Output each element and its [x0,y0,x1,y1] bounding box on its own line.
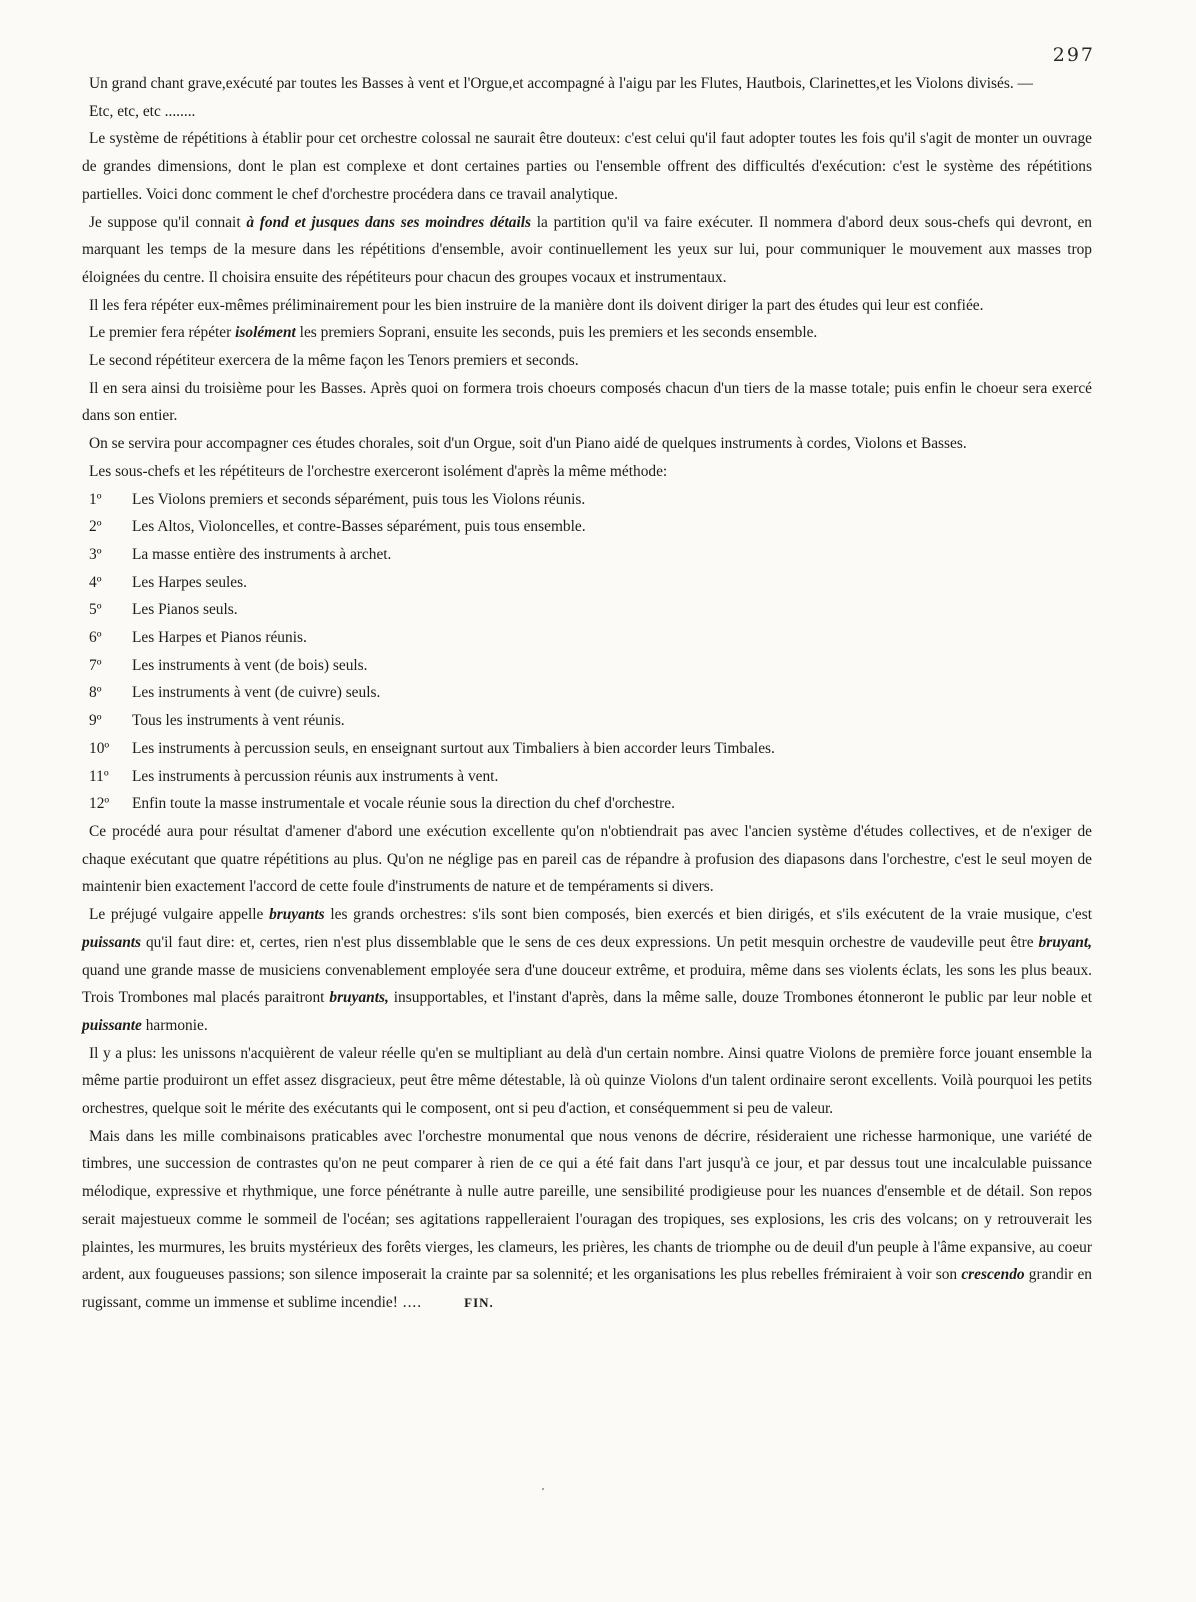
step-text: Les instruments à vent (de bois) seuls. [132,656,368,674]
intro-paragraph: Un grand chant grave,exécuté par toutes les Basses à vent et l'Orgue,et accompagné à l'aigu par les Flutes, Hautbois, Clarinettes,et les Violons divisés. — [89,75,1033,92]
step-number: 3º [89,545,102,563]
list-item [89,679,1092,707]
step-number: 1º [89,490,102,508]
souschefs-paragraph: Les sous-chefs et les répétiteurs de l'orchestre exerceront isolément d'après la même méthode: [89,462,668,480]
procede-paragraph: Ce procédé aura pour résultat d'amener d'abord une exécution excellente qu'on n'obtiendrait pas avec l'ancien système d'études collectives, et de n'exiger de chaque exécutant que quatre répétitions au plus. Qu'on ne néglige pas en pareil cas de répandre à profusion des diapasons dans l'orchestre, c'est le seul moyen de maintenir bien exactement l'accord de cette foule d'instruments de nature et de tempéraments si divers. [82,822,1092,896]
step-text: Les Altos, Violoncelles, et contre-Basses séparément, puis tous ensemble. [132,518,586,536]
step-number: 8º [89,684,102,702]
troisieme-paragraph: Il en sera ainsi du troisième pour les Basses. Après quoi on formera trois choeurs composés chacun d'un tiers de la masse totale; puis enfin le choeur sera exercé dans son entier. [82,379,1092,425]
emphasis: puissante [82,1016,142,1034]
list-item [89,763,1092,791]
step-text: Les instruments à percussion réunis aux instruments à vent. [132,767,499,785]
list-item [89,541,1092,569]
step-text: Les instruments à vent (de cuivre) seuls. [132,684,381,702]
ellipsis: .... [397,1293,423,1311]
list-item [89,652,1092,680]
second-paragraph: Le second répétiteur exercera de la même façon les Tenors premiers et seconds. [89,352,579,370]
step-text: Les Pianos seuls. [132,601,238,619]
list-item [89,790,1092,818]
emphasis: bruyants [269,906,325,924]
step-text: Les Harpes seules. [132,573,247,591]
list-item [89,596,1092,624]
emphasis: à fond et jusques dans ses moindres détails [246,213,532,231]
emphasis: bruyant, [1038,933,1092,951]
page-number: 297 [1052,44,1095,66]
list-item [89,569,1092,597]
etc-line: Etc, etc, etc ........ [89,102,196,120]
step-text: Les Violons premiers et seconds séparément, puis tous les Violons réunis. [132,490,586,508]
page-body [82,70,1092,1317]
emphasis: isolément [235,324,296,342]
step-text: Les Harpes et Pianos réunis. [132,629,307,647]
step-number: 9º [89,712,102,730]
step-number: 2º [89,518,102,536]
fin-mark: FIN. [464,1294,494,1310]
step-text: Enfin toute la masse instrumentale et vocale réunie sous la direction du chef d'orchestre. [132,795,675,813]
step-number: 11º [89,767,109,785]
step-number: 4º [89,573,102,591]
step-text: Les instruments à percussion seuls, en enseignant surtout aux Timbaliers à bien accorder leurs Timbales. [132,739,775,757]
rehearsal-steps-list [82,486,1092,818]
plus-paragraph: Il y a plus: les unissons n'acquièrent de valeur réelle qu'en se multipliant au delà d'un certain nombre. Ainsi quatre Violons de première force jouant ensemble la même partie produiront un effet assez disgracieux, peut être même détestable, là où quinze Violons d'un talent ordinaire seront excellents. Voilà pourquoi les petits orchestres, quelque soit le mérite des exécutants qui le composent, ont si peu d'action, et conséquemment si peu de valeur. [82,1044,1092,1118]
suppose-paragraph: Je suppose qu'il connait à fond et jusques dans ses moindres détails la partition qu'il va faire exécuter. Il nommera d'abord deux sous-chefs qui devront, en marquant les temps de la mesure dans les répétitions d'ensemble, avoir continuellement les yeux sur lui, pour communiquer le mouvement aux masses trop éloignées du centre. Il choisira ensuite des répétiteurs pour chacun des groupes vocaux et instrumentaux. [82,213,1092,286]
system-paragraph: Le système de répétitions à établir pour cet orchestre colossal ne saurait être douteux: c'est celui qu'il faut adopter toutes les fois qu'il s'agit de monter un ouvrage de grandes dimensions, dont le plan est complexe et dont certaines parties ou l'ensemble offrent des difficultés d'exécution: c'est le système des répétitions partielles. Voici donc comment le chef d'orchestre procédera dans ce travail analytique. [82,130,1092,203]
ink-speck [542,1488,544,1490]
list-item [89,735,1092,763]
emphasis: crescendo [961,1266,1025,1284]
step-number: 7º [89,656,102,674]
list-item [89,624,1092,652]
emphasis: puissants [82,933,142,951]
servira-paragraph: On se servira pour accompagner ces études chorales, soit d'un Orgue, soit d'un Piano aidé de quelques instruments à cordes, Violons et Basses. [89,435,967,453]
list-item [89,707,1092,735]
prejuge-paragraph: Le préjugé vulgaire appelle bruyants les grands orchestres: s'ils sont bien composés, bien exercés et bien dirigés, et s'ils exécutent de la vraie musique, c'est puissants qu'il faut dire: et, certes, rien n'est plus dissemblable que le sens de ces deux expressions. Un petit mesquin orchestre de vaudeville peut être bruyant, quand une grande masse de musiciens convenablement employée sera d'une douceur extrême, et produira, même dans ses violents éclats, les sons les plus beaux. Trois Trombones mal placés paraitront bruyants, insupportables, et l'instant d'après, dans la même salle, douze Trombones étonneront le public par leur noble et puissante harmonie. [82,906,1092,1034]
list-item [89,513,1092,541]
fera-paragraph: Il les fera répéter eux-mêmes préliminairement pour les bien instruire de la manière dont ils doivent diriger la part des études qui leur est confiée. [89,296,984,314]
step-number: 5º [89,601,102,619]
step-number: 10º [89,739,110,757]
step-number: 12º [89,795,110,813]
step-text: Tous les instruments à vent réunis. [132,712,345,730]
premier-paragraph: Le premier fera répéter isolément les premiers Soprani, ensuite les seconds, puis les premiers et les seconds ensemble. [89,324,818,342]
list-item [89,486,1092,514]
step-number: 6º [89,629,102,647]
emphasis: bruyants, [329,989,389,1007]
mais-paragraph: Mais dans les mille combinaisons praticables avec l'orchestre monumental que nous venons de décrire, résideraient une richesse harmonique, une variété de timbres, une succession de contrastes qu'on ne peut comparer à rien de ce qui a été fait dans l'art jusqu'à ce jour, et par dessus tout une incalculable puissance mélodique, expressive et rhythmique, une force pénétrante à nulle autre pareille, une sensibilité prodigieuse pour les nuances d'ensemble et de détail. Son repos serait majestueux comme le sommeil de l'océan; ses agitations rappelleraient l'ouragan des tropiques, ses explosions, les cris des volcans; on y retrouverait les plaintes, les murmures, les bruits mystérieux des forêts vierges, les clameurs, les prières, les chants de triomphe ou de deuil d'un peuple à l'âme expansive, au coeur ardent, aux fougueuses passions; son silence imposerait la crainte par sa solennité; et les organisations les plus rebelles frémiraient à voir son crescendo grandir en rugissant, comme un immense et sublime incendie! .... FIN. [82,1127,1092,1311]
step-text: La masse entière des instruments à archet. [132,545,392,563]
